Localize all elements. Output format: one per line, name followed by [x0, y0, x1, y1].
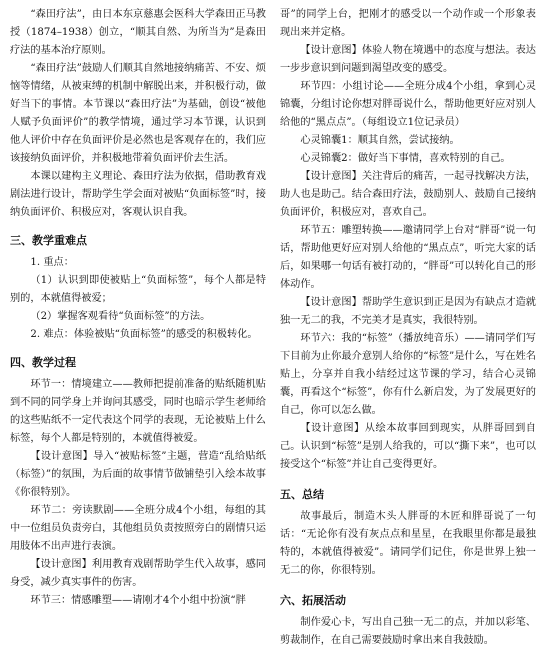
- paragraph: 环节二：旁读默剧——全班分成4个小组，每组的其中一位组员负责旁白，其他组员负责按照旁白的剧情只运用肢体不出声进行表演。: [10, 505, 266, 552]
- section-heading: 六、拓展活动: [280, 594, 346, 607]
- paragraph: 【设计意图】帮助学生意识到正是因为有缺点才造就独一无二的我，不完美才是真实，我很特别。: [280, 297, 536, 326]
- paragraph: 【设计意图】体验人物在境遇中的态度与想法。表达一步步意识到问题到渴望改变的感受。: [280, 45, 536, 74]
- paragraph: 【设计意图】利用教育戏剧帮助学生代入故事，感同身受，减少真实事件的伤害。: [10, 559, 266, 588]
- paragraph: 心灵锦囊1：顺其自然，尝试接纳。: [300, 135, 460, 146]
- paragraph: 哥”的同学上台，把刚才的感受以一个动作或一个形象表现出来并定格。: [280, 9, 536, 38]
- paragraph: “森田疗法”鼓励人们顺其自然地接纳痛苦、不安、烦恼等情绪，从被束缚的机制中解脱出来，并积极行动，做好当下的事情。本节课以“森田疗法”为基础，创设“被他人赋予负面评价”的教学情境，通过学习本节课，认识到他人评价中存在负面评价是必然也是客观存在的，我们应该接纳负面评价，并积极地带着负面评价去生活。: [10, 63, 266, 164]
- left-column: [10, 6, 266, 632]
- paragraph: 心灵锦囊2：做好当下事情，喜欢特别的自己。: [300, 153, 511, 164]
- section-heading: 四、教学过程: [10, 356, 76, 369]
- section-heading: 五、总结: [280, 488, 324, 501]
- paragraph: “森田疗法”，由日本东京慈惠会医科大学森田正马教授（1874–1938）创立，“顺其自然、为所当为”是森田疗法的基本治疗原则。: [10, 9, 266, 56]
- paragraph: 1. 重点：: [30, 257, 74, 268]
- paragraph: 故事最后，制造木头人胖哥的木匠和胖哥说了一句话：“无论你有没有灰点点和星星，在我眼里你都是最独特的，本就值得被爱”。请同学们记住，你是世界上独一无二的你，你很特别。: [280, 511, 536, 576]
- paragraph: 环节四：小组讨论——全班分成4个小组，拿到心灵锦囊，分组讨论你想对胖哥说什么，帮助他更好应对别人给他的“黑点点”。（每组设立1位记录员）: [280, 81, 536, 128]
- paragraph: （2）掌握客观看待“负面标签”的方法。: [30, 311, 211, 322]
- paragraph: 环节五：雕塑转换——邀请同学上台对“胖哥”说一句话，帮助他更好应对别人给他的“黑点点”，听完大家的话后，如果哪一句话有被打动的，“胖哥”可以转化自己的形体动作。: [280, 225, 536, 290]
- paragraph: 2. 难点：体验被贴“负面标签”的感受的积极转化。: [30, 329, 258, 340]
- paragraph: 环节六：我的“标签”（播放纯音乐）——请同学们写下目前为止你最介意别人给你的“标签”是什么，写在姓名贴上，分享并自我小结经过这节课的学习，结合心灵锦囊，再看这个“标签”，你有什么新启发，为了发展更好的自己，你可以怎么做。: [280, 333, 536, 416]
- paragraph: 【设计意图】关注背后的痛苦，一起寻找解决方法，助人也是助己。结合森田疗法，鼓励别人、鼓励自己接纳负面评价，积极应对，喜欢自己。: [280, 171, 536, 218]
- paragraph: 【设计意图】从绘本故事回到现实，从胖哥回到自己。认识到“标签”是别人给我的，可以“撕下来”，也可以接受这个“标签”并让自己变得更好。: [280, 423, 536, 470]
- paragraph: 环节一：情境建立——教师把提前准备的贴纸随机贴到不同的同学身上并询问其感受，同时也暗示学生老师给的这些贴纸不一定代表这个同学的表现，无论被贴上什么标签，每个人都是特别的，本就值得被爱。: [10, 379, 266, 444]
- paragraph: 环节三：情感雕塑——请刚才4个小组中扮演“胖: [30, 595, 246, 606]
- section-heading: 三、教学重难点: [10, 234, 87, 247]
- paragraph: 【设计意图】导入“被贴标签”主题，营造“乱给贴纸（标签）”的氛围，为后面的故事情节做铺垫引入绘本故事《你很特别》。: [10, 451, 266, 498]
- paragraph: 本课以建构主义理论、森田疗法为依据，借助教育戏剧法进行设计，帮助学生学会面对被贴“负面标签”时，接纳负面评价、积极应对，客观认识自我。: [10, 171, 266, 218]
- right-column: [280, 6, 536, 646]
- paragraph: （1）认识到即使被贴上“负面标签”，每个人都是特别的，本就值得被爱；: [10, 275, 266, 304]
- paragraph: 制作爱心卡，写出自己独一无二的点，并加以彩笔、剪裁制作，在自己需要鼓励时拿出来自我鼓励。: [280, 617, 536, 646]
